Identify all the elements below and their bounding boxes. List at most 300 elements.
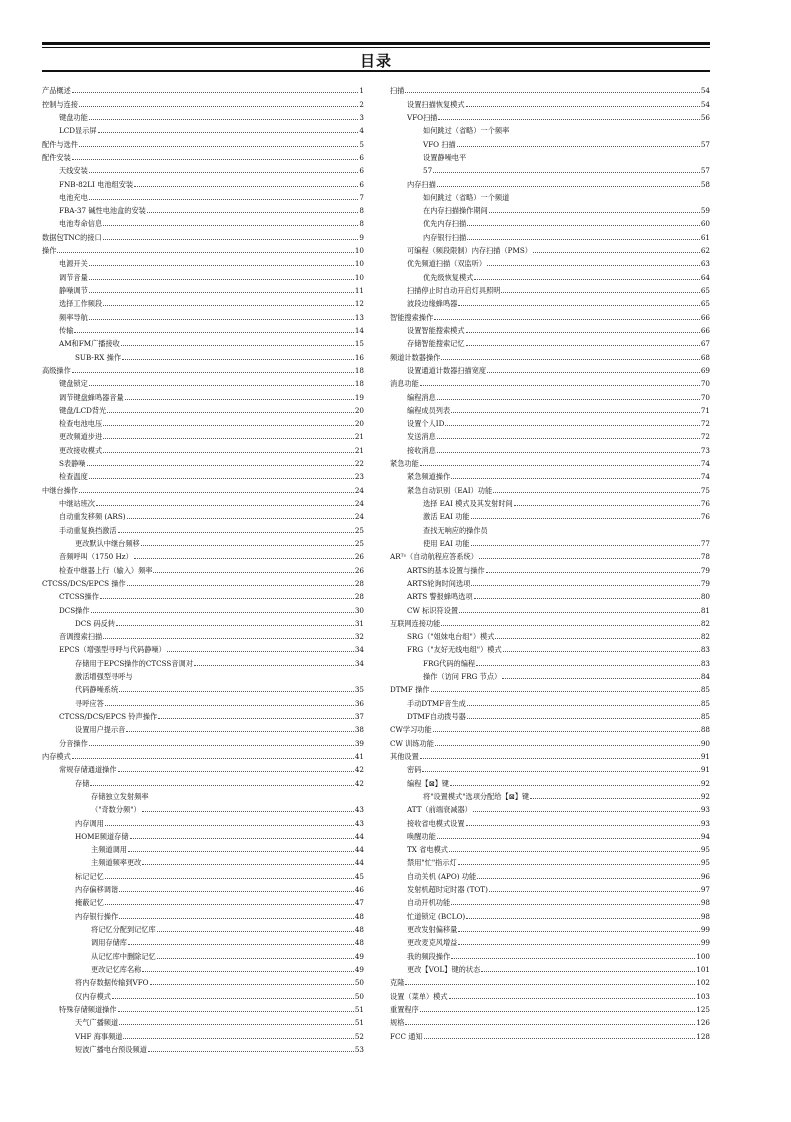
toc-page-number: 77 [700, 538, 710, 548]
toc-leader-dots [450, 785, 700, 786]
toc-entry-title: 控制与连接 [42, 99, 78, 109]
toc-entry-title: 配件安装 [42, 152, 71, 162]
toc-leader-dots [433, 172, 700, 173]
toc-leader-dots [489, 891, 700, 892]
toc-entry-title: 编程消息 [407, 392, 436, 402]
toc-leader-dots [112, 998, 354, 999]
toc-entry [390, 774, 710, 787]
toc-leader-dots [437, 838, 700, 839]
toc-page-number: 74 [700, 459, 710, 469]
toc-entry-title: 检查温度 [59, 472, 88, 482]
toc-page-number: 97 [700, 885, 710, 895]
toc-page-number: 78 [700, 552, 710, 562]
toc-page-number: 47 [354, 898, 364, 908]
toc-page-number: 3 [359, 112, 364, 122]
toc-leader-dots [437, 452, 700, 453]
toc-leader-dots [481, 971, 695, 972]
toc-entry-title: 中继台操作 [42, 485, 78, 495]
toc-entry-title: 自动开机功能 [407, 898, 451, 908]
toc-entry [42, 654, 364, 667]
toc-entry-title: 智能搜索操作 [390, 312, 434, 322]
toc-entry-title: 内存偏移调谐 [75, 885, 119, 895]
toc-leader-dots [142, 864, 354, 865]
toc-leader-dots [126, 731, 354, 732]
toc-leader-dots [116, 625, 354, 626]
toc-entry [390, 748, 710, 761]
toc-leader-dots [118, 1011, 354, 1012]
toc-entry [390, 428, 710, 441]
toc-page-number: 6 [359, 152, 364, 162]
toc-entry [42, 1041, 364, 1054]
toc-page-number: 21 [354, 445, 364, 455]
toc-leader-dots [451, 478, 700, 479]
toc-entry [42, 415, 364, 428]
toc-entry [390, 202, 710, 215]
toc-leader-dots [103, 438, 354, 439]
toc-entry [390, 388, 710, 401]
toc-leader-dots [451, 904, 700, 905]
toc-entry [42, 441, 364, 454]
toc-leader-dots [458, 944, 700, 945]
toc-entry-title: 内存调用 [75, 818, 104, 828]
toc-page-number: 5 [359, 139, 364, 149]
toc-entry-title: 电源开关 [59, 259, 88, 269]
toc-entry-title: LCD显示屏 [59, 126, 97, 136]
toc-page-number: 92 [700, 791, 710, 801]
toc-entry-title: 优先内存扫描 [423, 219, 467, 229]
toc-page-number: 46 [354, 885, 364, 895]
toc-leader-dots [103, 425, 354, 426]
toc-leader-dots [458, 864, 700, 865]
toc-leader-dots [471, 585, 700, 586]
toc-leader-dots [467, 718, 700, 719]
toc-entry [42, 149, 364, 162]
toc-entry [390, 894, 710, 907]
toc-entry [390, 1014, 710, 1027]
toc-page-number: 28 [354, 578, 364, 588]
toc-entry [42, 202, 364, 215]
toc-entry [42, 947, 364, 960]
toc-entry-title: CW 标识符设置 [407, 605, 459, 615]
toc-leader-dots [437, 438, 700, 439]
toc-entry-title: 使用 EAI 功能 [423, 538, 470, 548]
toc-entry-title: FRG代码的编程 [423, 658, 476, 668]
toc-entry [42, 881, 364, 894]
toc-entry [390, 881, 710, 894]
toc-entry-title: 调节键盘蜂鸣器音量 [59, 392, 124, 402]
toc-entry [42, 681, 364, 694]
toc-leader-dots [420, 758, 700, 759]
toc-page-number: 64 [700, 272, 710, 282]
toc-entry [390, 548, 710, 561]
toc-leader-dots [420, 465, 700, 466]
toc-entry [42, 575, 364, 588]
toc-entry-title: 如何跳过（省略）一个频率 [423, 126, 510, 136]
toc-page-number: 69 [700, 365, 710, 375]
toc-leader-dots [405, 984, 695, 985]
toc-entry-title: VHF 海事频道 [75, 1031, 123, 1041]
toc-entry-title: 设置通道计数器扫描宽度 [407, 365, 487, 375]
toc-entry [42, 801, 364, 814]
toc-entry-title: 更改频道步进 [59, 432, 103, 442]
toc-entry [42, 615, 364, 628]
toc-entry [390, 668, 710, 681]
toc-page-number: 65 [700, 286, 710, 295]
toc-entry-title: 更改麦克风增益 [407, 938, 458, 948]
toc-page-number: 92 [700, 778, 710, 788]
toc-entry [390, 295, 710, 308]
toc-left-column [42, 82, 364, 1054]
toc-entry [42, 322, 364, 335]
toc-entry [390, 615, 710, 628]
toc-leader-dots [449, 998, 696, 999]
toc-entry-title: 高级操作 [42, 365, 71, 375]
toc-entry [390, 734, 710, 747]
toc-leader-dots [471, 545, 700, 546]
toc-entry-title: 波段边缘蜂鸣器 [407, 299, 458, 309]
toc-entry-title: 更改【VOL】键的状态 [407, 964, 481, 974]
toc-entry [42, 748, 364, 761]
toc-entry-title: ATT（前端衰减器） [407, 805, 472, 815]
toc-leader-dots [471, 518, 700, 519]
toc-page-number: 49 [354, 964, 364, 974]
toc-leader-dots [458, 931, 700, 932]
toc-leader-dots [103, 225, 358, 226]
toc-leader-dots [119, 1024, 354, 1025]
toc-leader-dots [459, 612, 700, 613]
toc-leader-dots [420, 1011, 696, 1012]
toc-page-number: 51 [354, 1004, 364, 1014]
toc-page-number: 16 [354, 352, 364, 362]
toc-entry [390, 708, 710, 721]
toc-entry-title: 选择 EAI 模式及其发射时间 [423, 499, 513, 508]
toc-leader-dots [458, 305, 700, 306]
toc-entry-title: AM和FM广播接收 [59, 339, 120, 349]
toc-entry-title: VFO扫描 [407, 112, 438, 122]
toc-page-number: 2 [359, 99, 364, 109]
toc-entry-title: 设置个人ID [407, 419, 445, 429]
toc-entry [42, 388, 364, 401]
toc-leader-dots [435, 745, 700, 746]
toc-entry [42, 921, 364, 934]
toc-entry [390, 228, 710, 241]
toc-entry-title: 键盘锁定 [59, 379, 88, 389]
toc-entry-title: 其他设置 [390, 751, 419, 761]
toc-leader-dots [467, 239, 700, 240]
toc-entry-title: 设置扫描恢复模式 [407, 99, 465, 109]
toc-entry [390, 175, 710, 188]
toc-page-number: 66 [700, 325, 710, 335]
toc-entry [390, 801, 710, 814]
toc-leader-dots [96, 505, 354, 506]
toc-entry-title: 配件与选件 [42, 139, 78, 149]
toc-entry [42, 694, 364, 707]
toc-leader-dots [89, 265, 354, 266]
toc-entry [390, 189, 710, 202]
toc-entry [42, 907, 364, 920]
toc-entry-title: CTCSS操作 [59, 592, 99, 602]
toc-entry [390, 854, 710, 867]
toc-entry-title: 天线安装 [59, 166, 88, 176]
toc-page-number: 102 [696, 978, 710, 988]
toc-page-number: 93 [700, 805, 710, 815]
toc-page-number: 24 [354, 499, 364, 508]
toc-page-number: 88 [700, 725, 710, 735]
toc-page-number: 91 [700, 751, 710, 761]
toc-leader-dots [142, 811, 354, 812]
toc-leader-dots [474, 598, 700, 599]
toc-entry [42, 708, 364, 721]
toc-entry [42, 295, 364, 308]
toc-page-number: 98 [700, 898, 710, 908]
toc-entry [390, 841, 710, 854]
toc-entry [390, 242, 710, 255]
toc-entry [42, 402, 364, 415]
toc-leader-dots [153, 572, 353, 573]
toc-page-number: 74 [700, 472, 710, 482]
toc-leader-dots [489, 212, 700, 213]
toc-entry [390, 814, 710, 827]
toc-page-number: 90 [700, 738, 710, 748]
toc-entry-title: CW 训练功能 [390, 738, 434, 748]
toc-entry-title: 仅内存模式 [75, 991, 111, 1001]
toc-page-number: 31 [354, 618, 364, 628]
toc-entry [42, 82, 364, 95]
toc-entry [390, 495, 710, 508]
toc-entry [390, 721, 710, 734]
toc-entry [390, 375, 710, 388]
toc-page-number: 49 [354, 951, 364, 961]
toc-page-number: 99 [700, 925, 710, 934]
toc-leader-dots [105, 878, 354, 879]
toc-entry-title: 掩蔽记忆 [75, 898, 104, 908]
toc-entry-title: FNB-82LI 电池组安装 [59, 179, 134, 189]
toc-entry-title: 激活增强型寻呼与 [75, 672, 133, 682]
toc-entry [42, 242, 364, 255]
toc-entry [42, 428, 364, 441]
toc-entry-title: 自动关机 (APO) 功能 [407, 871, 477, 881]
toc-entry [390, 268, 710, 281]
toc-entry-title: 激活 EAI 功能 [423, 512, 470, 522]
toc-page-number: 25 [354, 538, 364, 548]
toc-entry-title: 电池充电 [59, 192, 88, 202]
toc-page-number: 68 [700, 352, 710, 362]
toc-entry [42, 162, 364, 175]
toc-page-number: 83 [700, 645, 710, 655]
toc-leader-dots [130, 838, 354, 839]
toc-entry-title: 紧急自动识别（EAI）功能 [407, 485, 493, 495]
toc-entry [390, 362, 710, 375]
toc-entry-title: 克隆 [390, 978, 405, 988]
toc-entry-title: 内存银行扫描 [423, 232, 467, 242]
toc-entry [42, 641, 364, 654]
toc-page-number: 22 [354, 459, 364, 469]
toc-page-number: 30 [354, 605, 364, 615]
toc-entry-title: 操作 [42, 246, 57, 256]
toc-entry [390, 601, 710, 614]
toc-entry-title: 密码 [407, 765, 422, 775]
toc-page-number: 54 [700, 86, 710, 96]
toc-entry [42, 508, 364, 521]
toc-entry [390, 974, 710, 987]
header-rule-thin [42, 47, 710, 48]
toc-leader-dots [74, 332, 353, 333]
toc-entry [42, 255, 364, 268]
toc-entry-title: 操作（访问 FRG 节点） [423, 672, 502, 682]
toc-entry-title: 选择工作频段 [59, 299, 103, 309]
toc-entry [42, 628, 364, 641]
toc-leader-dots [420, 385, 700, 386]
toc-entry [42, 268, 364, 281]
toc-entry [42, 828, 364, 841]
toc-entry [390, 122, 710, 135]
toc-entry-title: 优先级恢复模式 [423, 272, 474, 282]
toc-entry [42, 588, 364, 601]
toc-page-number: 95 [700, 845, 710, 855]
toc-entry [42, 308, 364, 321]
toc-leader-dots [438, 119, 699, 120]
toc-leader-dots [72, 159, 359, 160]
toc-entry [42, 535, 364, 548]
toc-entry [390, 468, 710, 481]
toc-entry-title: 查找无响应的操作员 [423, 525, 488, 535]
page-title: 目录 [359, 52, 392, 70]
toc-leader-dots [57, 252, 353, 253]
toc-leader-dots [103, 239, 359, 240]
toc-leader-dots [118, 532, 354, 533]
toc-leader-dots [441, 625, 700, 626]
toc-page-number: 38 [354, 725, 364, 735]
toc-page-number: 20 [354, 419, 364, 429]
toc-leader-dots [503, 651, 700, 652]
toc-entry-title: 编程成员列表 [407, 405, 451, 415]
toc-page-number: 82 [700, 618, 710, 628]
toc-page-number: 26 [354, 552, 364, 562]
toc-entry [42, 1014, 364, 1027]
toc-entry [390, 95, 710, 108]
toc-leader-dots [449, 851, 700, 852]
toc-entry-title: 短波广播电台预设频道 [75, 1044, 147, 1054]
toc-entry-title: 更改默认中继台频移 [75, 538, 140, 548]
toc-page-number: 34 [354, 645, 364, 655]
toc-entry-title: 如何跳过（省略）一个频道 [423, 192, 510, 202]
toc-leader-dots [514, 505, 700, 506]
toc-entry [390, 255, 710, 268]
toc-entry-title: 优先频道扫描（双监听） [407, 259, 487, 269]
toc-entry [42, 1001, 364, 1014]
toc-page-number: 65 [700, 299, 710, 309]
toc-leader-dots [89, 172, 359, 173]
toc-page-number: 25 [354, 525, 364, 535]
toc-page-number: 15 [354, 339, 364, 349]
toc-entry-title: 传输 [59, 325, 74, 335]
toc-entry-title: DTMF 操作 [390, 685, 430, 695]
toc-entry [390, 215, 710, 228]
toc-entry-title: EPCS（增强型寻呼与代码静噪） [59, 645, 166, 655]
toc-page-number: 43 [354, 805, 364, 815]
toc-page-number: 13 [354, 312, 364, 322]
toc-page-number: 54 [700, 99, 710, 109]
toc-entry-title: 消息功能 [390, 379, 419, 389]
toc-leader-dots [105, 705, 354, 706]
toc-entry-title: 我的频段操作 [407, 951, 451, 961]
toc-leader-dots [501, 292, 699, 293]
toc-page-number: 125 [696, 1004, 710, 1014]
toc-entry-title: （"奇数分频"） [91, 805, 141, 815]
toc-page-number: 80 [700, 592, 710, 602]
toc-entry [42, 788, 364, 801]
toc-entry [390, 588, 710, 601]
toc-leader-dots [493, 492, 700, 493]
toc-page-number: 52 [354, 1031, 364, 1041]
toc-leader-dots [441, 359, 700, 360]
toc-leader-dots [194, 665, 354, 666]
toc-page-number: 39 [354, 738, 364, 748]
toc-page-number: 7 [359, 192, 364, 202]
toc-page-number: 10 [354, 272, 364, 282]
toc-entry-title: 存储独立发射频率 [91, 791, 149, 801]
toc-leader-dots [466, 332, 700, 333]
toc-entry [390, 575, 710, 588]
toc-leader-dots [167, 651, 354, 652]
toc-leader-dots [434, 319, 700, 320]
toc-entry [42, 122, 364, 135]
toc-entry-title: 禁用"忙"指示灯 [407, 858, 457, 868]
toc-page-number: 9 [359, 232, 364, 242]
toc-leader-dots [128, 851, 354, 852]
toc-page-number: 79 [700, 578, 710, 588]
toc-entry [390, 521, 710, 534]
toc-entry [390, 681, 710, 694]
toc-entry [42, 109, 364, 122]
toc-page-number: 75 [700, 485, 710, 495]
toc-leader-dots [479, 558, 700, 559]
toc-entry-title: 常规存储通道操作 [59, 765, 117, 775]
toc-entry [42, 867, 364, 880]
toc-entry-title: 在内存扫描操作期间 [423, 206, 488, 216]
toc-leader-dots [79, 146, 358, 147]
toc-leader-dots [157, 931, 354, 932]
toc-entry [390, 761, 710, 774]
toc-entry [42, 734, 364, 747]
toc-entry-title: 扫描 [390, 86, 405, 96]
toc-page-number: 70 [700, 379, 710, 389]
toc-right-column [390, 82, 710, 1041]
toc-leader-dots [134, 558, 354, 559]
toc-entry [42, 495, 364, 508]
toc-leader-dots [79, 106, 358, 107]
toc-entry [42, 841, 364, 854]
toc-entry-title: 编程【⊠】键 [407, 778, 449, 788]
toc-entry [42, 282, 364, 295]
toc-entry [42, 215, 364, 228]
toc-page-number: 72 [700, 432, 710, 442]
toc-leader-dots [466, 106, 700, 107]
toc-entry [42, 228, 364, 241]
toc-entry [390, 82, 710, 95]
toc-entry [390, 322, 710, 335]
toc-entry-title: 设置静噪电平 [423, 152, 467, 162]
toc-page-number: 84 [700, 672, 710, 682]
toc-entry-title: 设置（菜单）模式 [390, 991, 448, 1001]
toc-entry-title: 主频道调用 [91, 845, 127, 855]
toc-entry-title: 忙道锁定 (BCLO) [407, 911, 466, 921]
toc-page-number: 51 [354, 1018, 364, 1028]
toc-entry-title: 规格 [390, 1018, 405, 1028]
toc-entry [390, 961, 710, 974]
toc-page-number: 96 [700, 871, 710, 881]
toc-entry-title: CTCSS/DCS/EPCS 操作 [42, 578, 126, 588]
